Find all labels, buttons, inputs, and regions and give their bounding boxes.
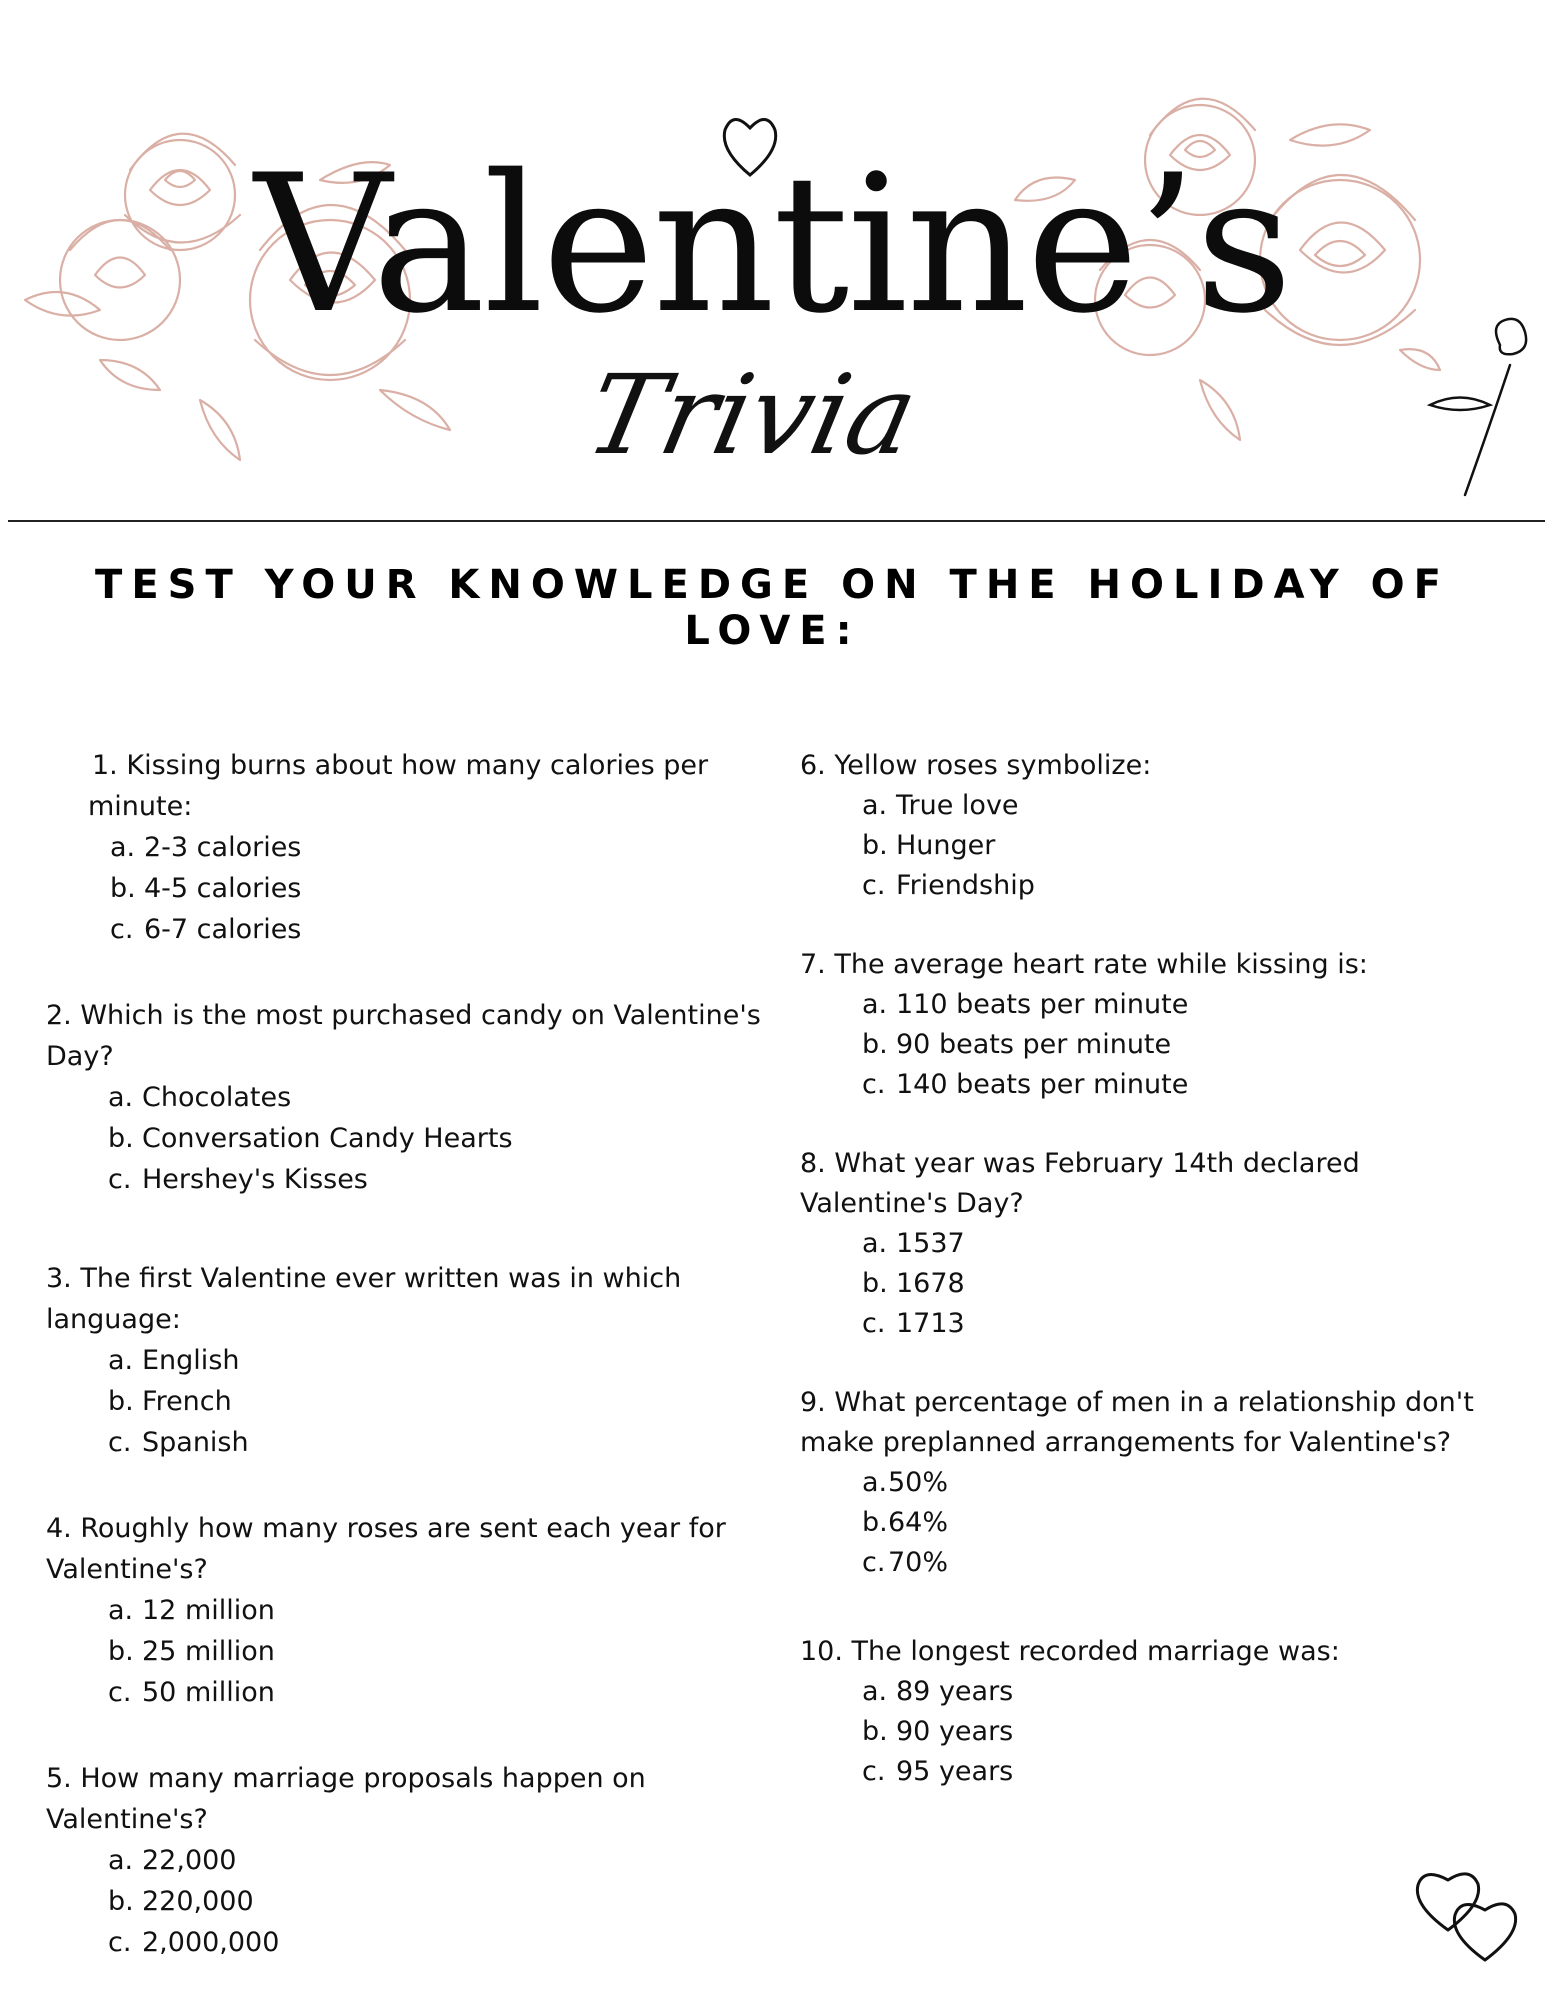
- option-item: b. Hunger: [862, 830, 996, 861]
- option-item: c. 1713: [862, 1308, 965, 1339]
- question-10: [800, 1632, 1500, 1792]
- question-8: [800, 1144, 1500, 1344]
- question-text: Roughly how many roses are sent each year for Valentine's?: [46, 1513, 726, 1585]
- option-item: b. 220,000: [108, 1886, 254, 1917]
- question-text: Yellow roses symbolize:: [834, 750, 1152, 781]
- option-item: a.50%: [862, 1467, 949, 1498]
- question-text: What percentage of men in a relationship don't make preplanned arrangements for Valentine's?: [800, 1387, 1474, 1458]
- option-list: [46, 1340, 686, 1463]
- option-item: a. 1537: [862, 1228, 965, 1259]
- question-number: 4.: [46, 1513, 72, 1544]
- question-number: 3.: [46, 1263, 72, 1294]
- question-number: 7.: [800, 949, 826, 980]
- option-list: [46, 1077, 766, 1200]
- question-5: [46, 1758, 686, 1963]
- option-list: [46, 1840, 686, 1963]
- option-item: b. 25 million: [108, 1636, 275, 1667]
- option-item: c. 6-7 calories: [110, 914, 302, 945]
- option-list: [800, 1224, 1500, 1344]
- option-item: b. 90 years: [862, 1716, 1014, 1747]
- question-2: [46, 995, 766, 1200]
- question-text: What year was February 14th declared Valentine's Day?: [800, 1148, 1360, 1219]
- question-number: 8.: [800, 1148, 826, 1179]
- option-item: b. French: [108, 1386, 232, 1417]
- option-item: a. English: [108, 1345, 240, 1376]
- question-9: [800, 1383, 1500, 1583]
- option-item: c. Spanish: [108, 1427, 249, 1458]
- option-item: a. True love: [862, 790, 1019, 821]
- question-4: [46, 1508, 726, 1713]
- option-list: [800, 786, 1500, 906]
- option-item: c. 50 million: [108, 1677, 275, 1708]
- question-number: 9.: [800, 1387, 826, 1418]
- question-number: 6.: [800, 750, 826, 781]
- option-item: c. 140 beats per minute: [862, 1069, 1189, 1100]
- double-heart-icon: [1410, 1860, 1525, 1970]
- option-item: c. 2,000,000: [108, 1927, 280, 1958]
- question-text: The first Valentine ever written was in which language:: [46, 1263, 682, 1335]
- option-item: c.70%: [862, 1547, 949, 1578]
- option-list: [800, 985, 1500, 1105]
- question-text: Kissing burns about how many calories per minute:: [88, 750, 709, 822]
- question-6: [800, 746, 1500, 906]
- option-item: b.64%: [862, 1507, 949, 1538]
- question-number: 1.: [92, 750, 118, 781]
- option-item: c. Friendship: [862, 870, 1035, 901]
- option-item: b. 4-5 calories: [110, 873, 302, 904]
- option-item: b. Conversation Candy Hearts: [108, 1123, 513, 1154]
- rose-stem-sketch-icon: [1430, 319, 1526, 495]
- page-title: Valentine’s: [254, 134, 1291, 355]
- question-number: 5.: [46, 1763, 72, 1794]
- option-item: b. 90 beats per minute: [862, 1029, 1172, 1060]
- option-item: c. Hershey's Kisses: [108, 1164, 368, 1195]
- option-item: a. Chocolates: [108, 1082, 292, 1113]
- question-text: Which is the most purchased candy on Valentine's Day?: [46, 1000, 761, 1072]
- tagline: TEST YOUR KNOWLEDGE ON THE HOLIDAY OF LOVE:: [95, 562, 1450, 654]
- page-subtitle: Trivia: [576, 351, 928, 479]
- option-item: a. 89 years: [862, 1676, 1014, 1707]
- question-text: How many marriage proposals happen on Valentine's?: [46, 1763, 646, 1835]
- question-text: The longest recorded marriage was:: [851, 1636, 1340, 1667]
- question-7: [800, 945, 1500, 1105]
- option-list: [800, 1672, 1500, 1792]
- option-item: c. 95 years: [862, 1756, 1014, 1787]
- option-item: b. 1678: [862, 1268, 965, 1299]
- option-item: a. 12 million: [108, 1595, 275, 1626]
- option-list: [800, 1463, 1500, 1583]
- question-number: 10.: [800, 1636, 843, 1667]
- question-number: 2.: [46, 1000, 72, 1031]
- question-text: The average heart rate while kissing is:: [834, 949, 1368, 980]
- option-list: [46, 1590, 726, 1713]
- question-1: [70, 745, 710, 950]
- option-list: [70, 827, 710, 950]
- option-item: a. 110 beats per minute: [862, 989, 1189, 1020]
- option-item: a. 2-3 calories: [110, 832, 302, 863]
- header-divider: [8, 520, 1545, 522]
- option-item: a. 22,000: [108, 1845, 237, 1876]
- question-3: [46, 1258, 686, 1463]
